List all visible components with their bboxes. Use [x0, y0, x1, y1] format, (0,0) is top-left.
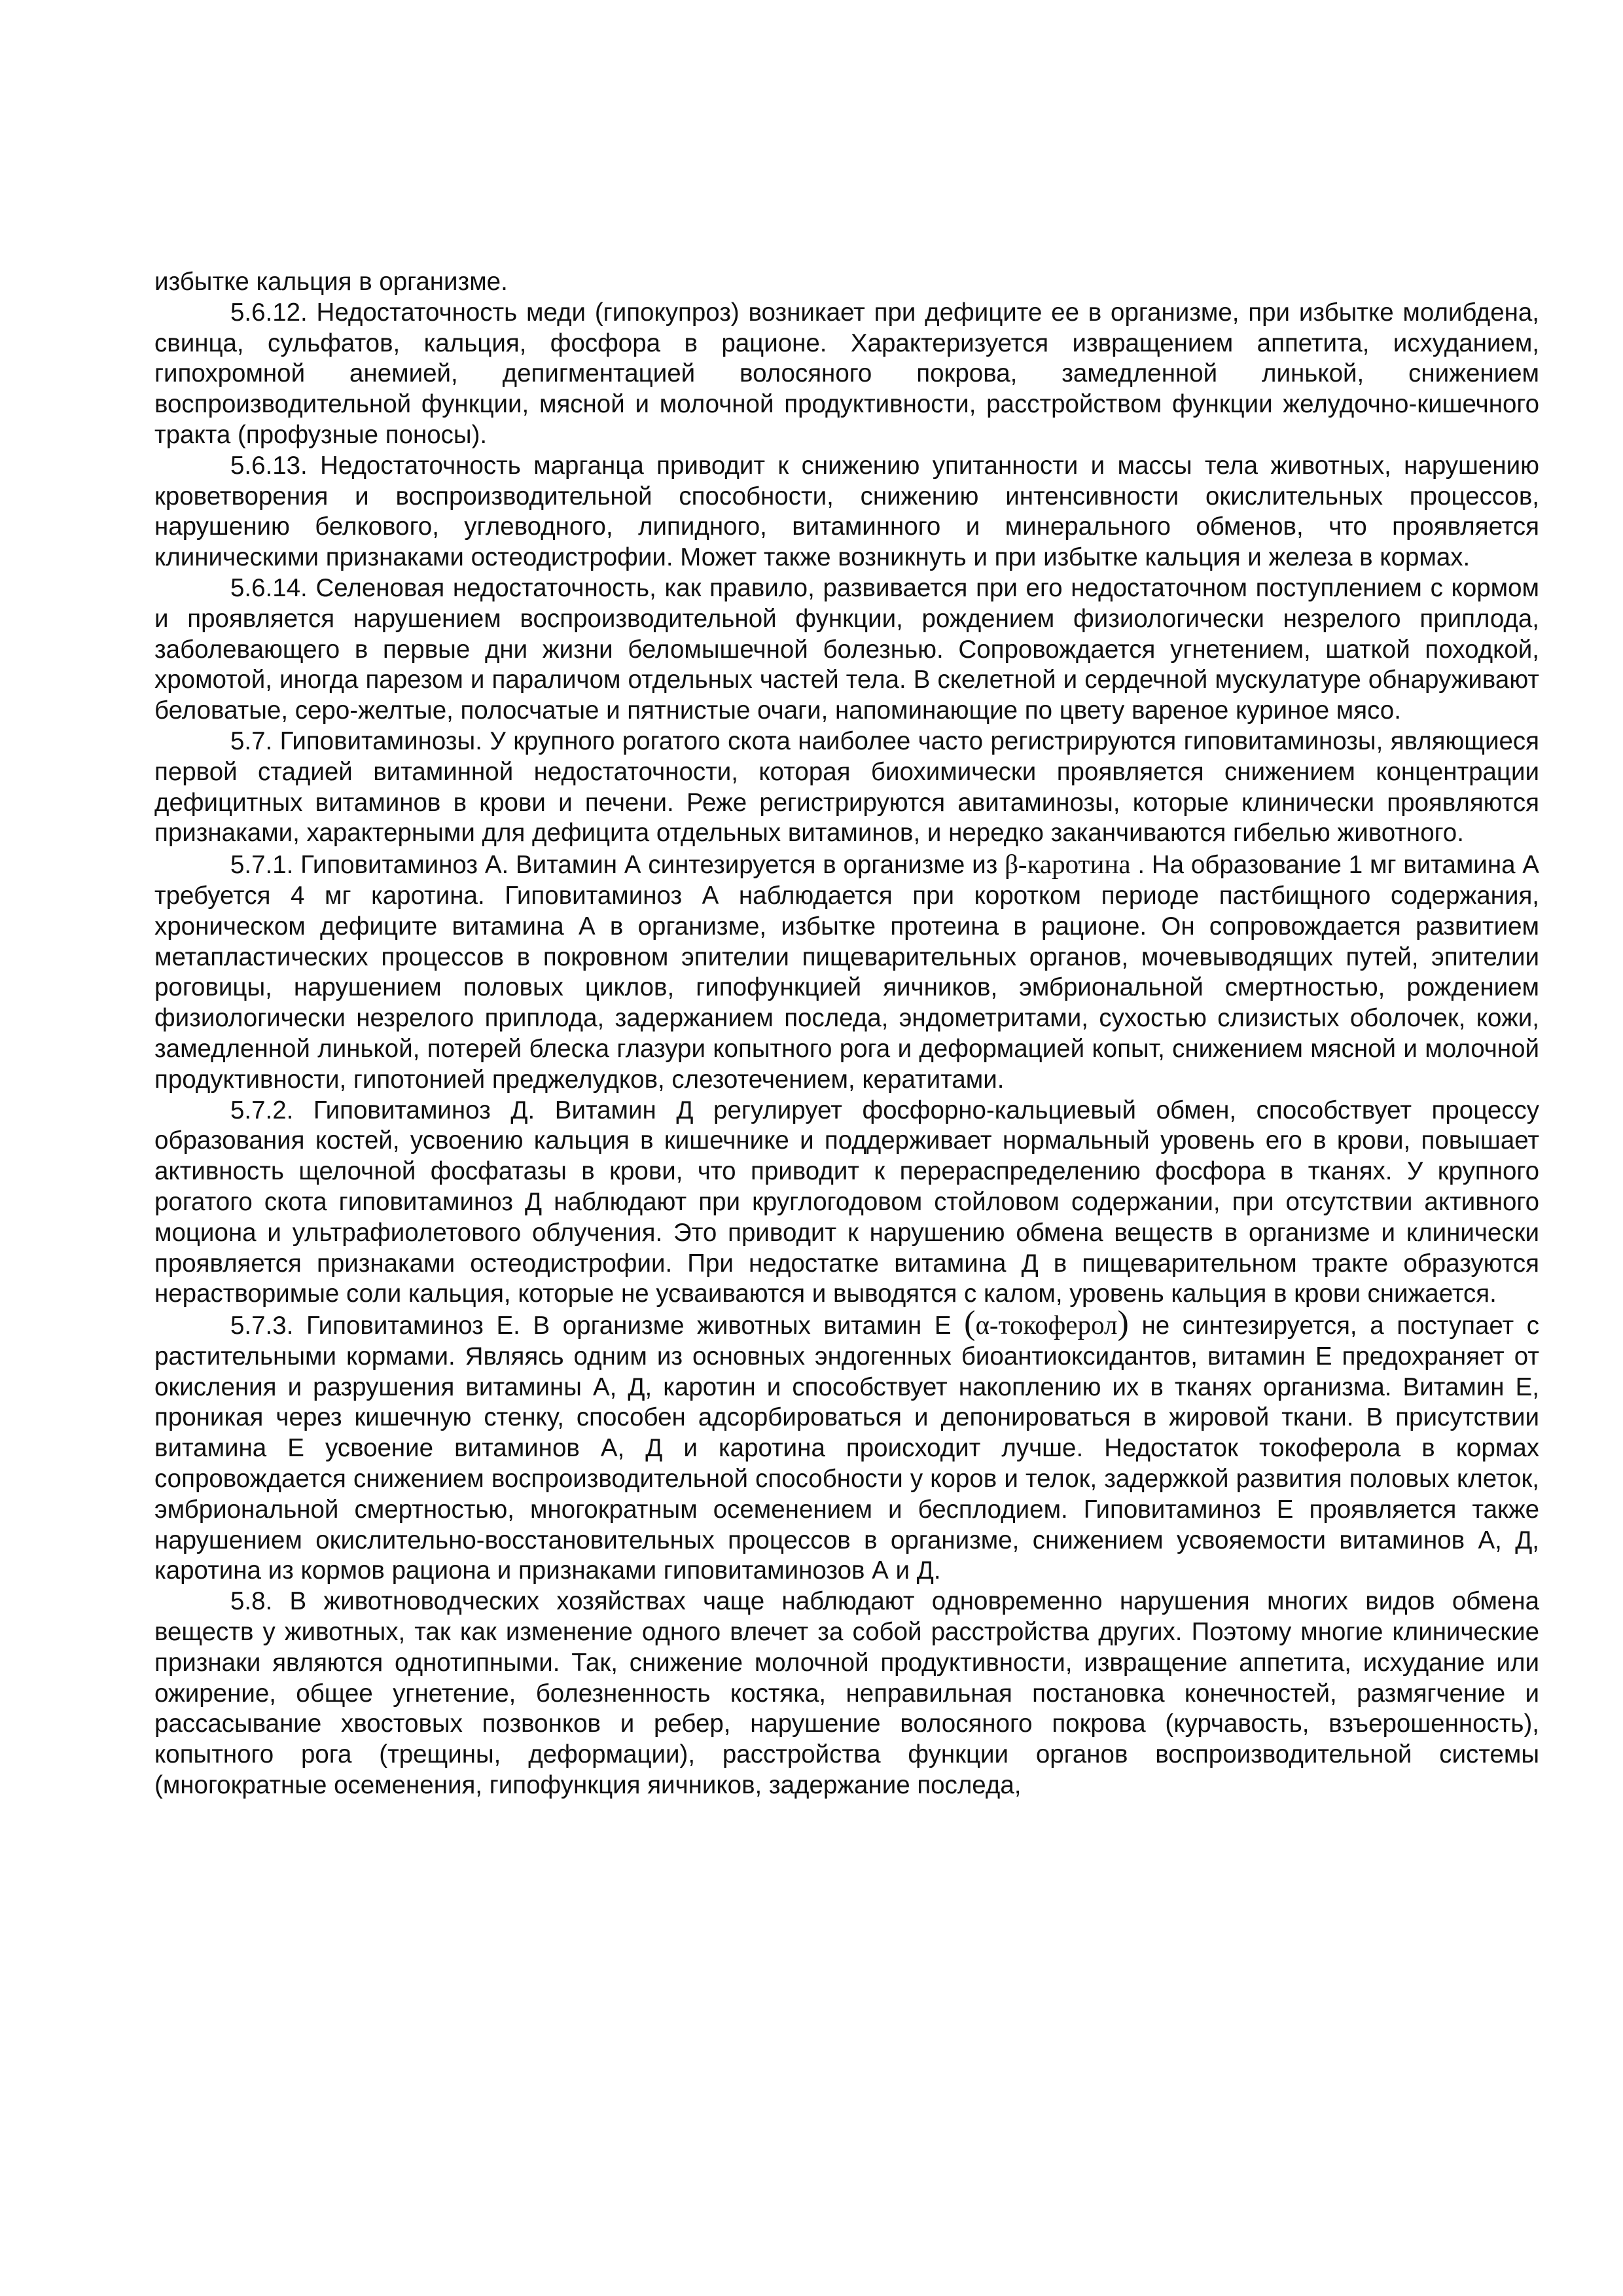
paragraph-5-7-1-rest: . На образование 1 мг витамина А требуется 4 мг каротина. Гиповитаминоз А наблюдается при коротком периоде пастбищного содержания, хроническом дефиците витамина А в организме, избытке протеина в рационе. Он сопровождается развитием метапластических процессов в покровном эпителии пищеварительных органов, мочевыводящих путей, эпителии роговицы, нарушением половых циклов, гипофункцией яичников, эмбриональной смертностью, рождением физиологически незрелого приплода, задержанием последа, эндометритами, сухостью слизистых оболочек, кожи, замедленной линькой, потерей блеска глазури копытного рога и деформацией копыт, снижением мясной и молочной продуктивности, гипотонией преджелудков, слезотечением, кератитами. — [154, 851, 1539, 1094]
paragraph-5-7-1 — [154, 849, 1539, 1095]
paragraph-5-7-3 — [154, 1304, 1539, 1587]
paragraph-5-7-3-lead: 5.7.3. Гиповитаминоз Е. В организме животных витамин Е — [230, 1312, 965, 1340]
paragraph-5-7-3-rest: не синтезируется, а поступает с растительными кормами. Являясь одним из основных эндогенных биоантиоксидантов, витамин Е предохраняет от окисления и разрушения витамины А, Д, каротин и способствует накоплению их в тканях организма. Витамин Е, проникая через кишечную стенку, способен адсорбироваться и депонироваться в жировой ткани. В присутствии витамина Е усвоение витаминов А, Д и каротина происходит лучше. Недостаток токоферола в кормах сопровождается снижением воспроизводительной способности у коров и телок, задержкой развития половых клеток, эмбриональной смертностью, многократным осеменением и бесплодием. Гиповитаминоз Е проявляется также нарушением окислительно-восстановительных процессов в организме, снижением усвояемости витаминов А, Д, каротина из кормов рациона и признаками гиповитаминозов А и Д. — [154, 1312, 1539, 1585]
paragraph-5-7: 5.7. Гиповитаминозы. У крупного рогатого скота наиболее часто регистрируются гиповитаминозы, являющиеся первой стадией витаминной недостаточности, которая биохимически проявляется снижением концентрации дефицитных витаминов в крови и печени. Реже регистрируются авитаминозы, которые клинически проявляются признаками, характерными для дефицита отдельных витаминов, и нередко заканчиваются гибелью животного. — [154, 726, 1539, 848]
paragraph-5-7-2: 5.7.2. Гиповитаминоз Д. Витамин Д регулирует фосфорно-кальциевый обмен, способствует процессу образования костей, усвоению кальция в кишечнике и поддерживает нормальный уровень его в крови, повышает активность щелочной фосфатазы в крови, что приводит к перераспределению фосфора в тканях. У крупного рогатого скота гиповитаминоз Д наблюдают при круглогодовом стойловом содержании, при отсутствии активного моциона и ультрафиолетового облучения. Это приводит к нарушению обмена веществ в организме и клинически проявляется признаками остеодистрофии. При недостатке витамина Д в пищеварительном тракте образуются нерастворимые соли кальция, которые не усваиваются и выводятся с калом, уровень кальция в крови снижается. — [154, 1096, 1539, 1308]
alpha-tocopherol-term: α-токоферол — [975, 1310, 1118, 1340]
paragraph-5-8: 5.8. В животноводческих хозяйствах чаще наблюдают одновременно нарушения многих видов обмена веществ у животных, так как изменение одного влечет за собой расстройства других. Поэтому многие клинические признаки являются однотипными. Так, снижение молочной продуктивности, извращение аппетита, исхудание или ожирение, общее угнетение, болезненность костяка, неправильная постановка конечностей, размягчение и рассасывание хвостовых позвонков и ребер, нарушение волосяного покрова (курчавость, взъерошенность), копытного рога (трещины, деформации), расстройства функции органов воспроизводительной системы (многократные осеменения, гипофункция яичников, задержание последа, — [154, 1587, 1539, 1800]
document-body — [154, 267, 1539, 1801]
beta-carotene-term: β-каротина — [1005, 849, 1131, 880]
paragraph-5-6-14: 5.6.14. Селеновая недостаточность, как правило, развивается при его недостаточном поступлением с кормом и проявляется нарушением воспроизводительной функции, рождением физиологически незрелого приплода, заболевающего в первые дни жизни беломышечной болезнью. Сопровождается угнетением, шаткой походкой, хромотой, иногда парезом и параличом отдельных частей тела. В скелетной и сердечной мускулатуре обнаруживают беловатые, серо-желтые, полосчатые и пятнистые очаги, напоминающие по цвету вареное куриное мясо. — [154, 573, 1539, 725]
continuation-paragraph: избытке кальция в организме. — [154, 268, 508, 296]
paragraph-5-6-12: 5.6.12. Недостаточность меди (гипокупроз) возникает при дефиците ее в организме, при избытке молибдена, свинца, сульфатов, кальция, фосфора в рационе. Характеризуется извращением аппетита, исхуданием, гипохромной анемией, депигментацией волосяного покрова, замедленной линькой, снижением воспроизводительной функции, мясной и молочной продуктивности, расстройством функции желудочно-кишечного тракта (профузные поносы). — [154, 298, 1539, 449]
paragraph-5-6-13: 5.6.13. Недостаточность марганца приводит к снижению упитанности и массы тела животных, нарушению кроветворения и воспроизводительной способности, снижению интенсивности окислительных процессов, нарушению белкового, углеводного, липидного, витаминного и минерального обменов, что проявляется клиническими признаками остеодистрофии. Может также возникнуть и при избытке кальция и железа в кормах. — [154, 451, 1539, 572]
paragraph-5-7-1-lead: 5.7.1. Гиповитаминоз А. Витамин А синтезируется в организме из — [230, 851, 1005, 880]
open-parenthesis: ( — [964, 1304, 976, 1342]
close-parenthesis: ) — [1117, 1304, 1129, 1342]
